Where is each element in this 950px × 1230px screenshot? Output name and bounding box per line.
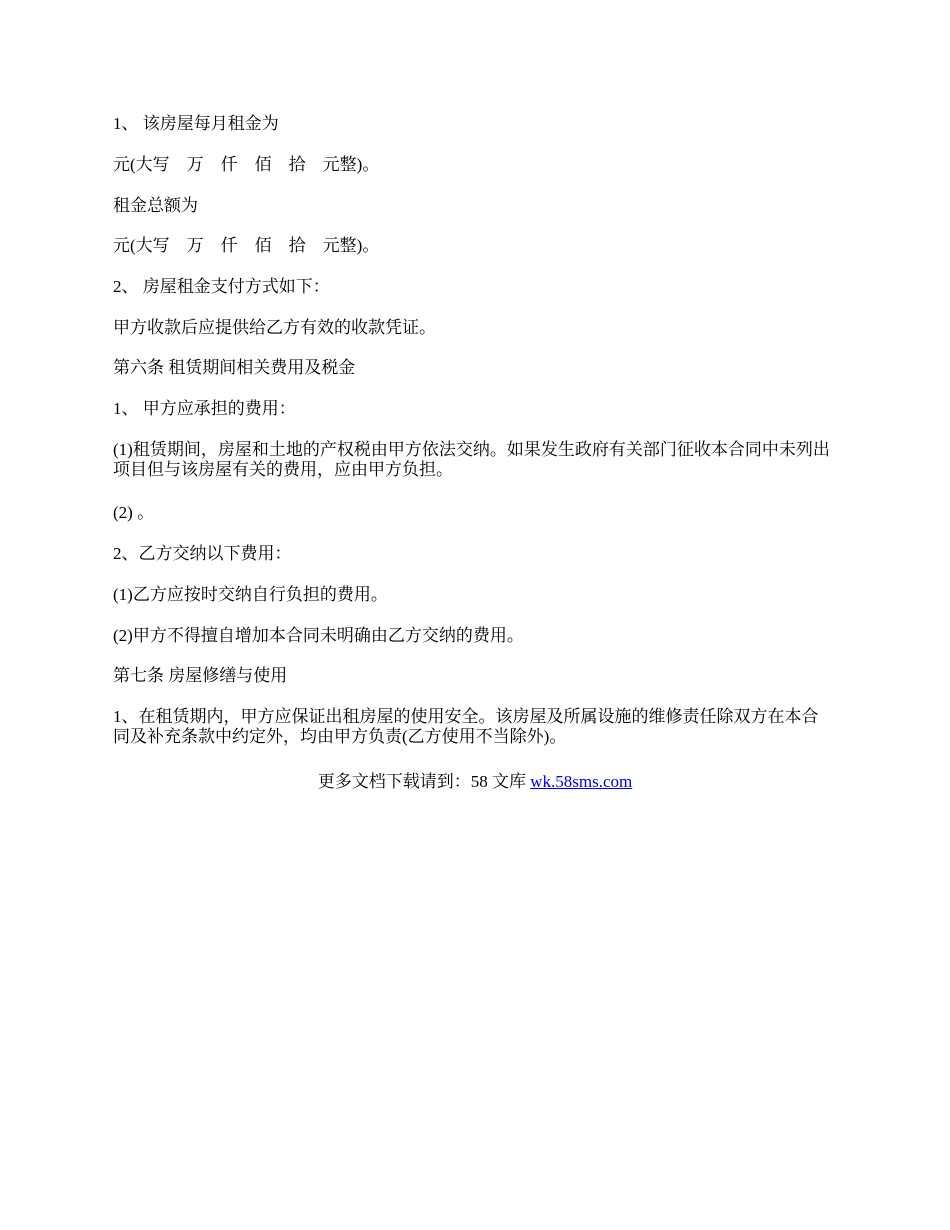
paragraph-repair-responsibility: 1、在租赁期内，甲方应保证出租房屋的使用安全。该房屋及所属设施的维修责任除双方在本合同及补充条款中约定外，均由甲方负责(乙方使用不当除外)。	[113, 707, 819, 746]
paragraph-payment-method: 2、 房屋租金支付方式如下：	[113, 277, 330, 296]
section-heading-article-7: 第七条 房屋修缮与使用	[113, 666, 288, 685]
footer-link[interactable]: wk.58sms.com	[530, 772, 633, 791]
footer-download-note	[0, 772, 950, 792]
paragraph-party-a-fees: 1、 甲方应承担的费用：	[113, 399, 296, 418]
paragraph-rent-total-uppercase: 元(大写 万 仟 佰 拾 元整)。	[113, 236, 380, 255]
paragraph-rent-total: 租金总额为	[113, 196, 198, 215]
section-heading-article-6: 第六条 租赁期间相关费用及税金	[113, 358, 356, 377]
paragraph-receipt: 甲方收款后应提供给乙方有效的收款凭证。	[113, 318, 436, 337]
footer-prefix-text: 更多文档下载请到：58 文库	[317, 772, 531, 791]
paragraph-rent-monthly-uppercase: 元(大写 万 仟 佰 拾 元整)。	[113, 155, 380, 174]
paragraph-property-tax: (1)租赁期间，房屋和土地的产权税由甲方依法交纳。如果发生政府有关部门征收本合同中未列出项目但与该房屋有关的费用，应由甲方负担。	[113, 440, 830, 479]
paragraph-party-b-fees: 2、乙方交纳以下费用：	[113, 544, 292, 563]
paragraph-party-b-pay-on-time: (1)乙方应按时交纳自行负担的费用。	[113, 585, 388, 604]
paragraph-item-2-blank: (2) 。	[113, 503, 155, 522]
paragraph-no-extra-fees: (2)甲方不得擅自增加本合同未明确由乙方交纳的费用。	[113, 626, 524, 645]
paragraph-rent-monthly: 1、 该房屋每月租金为	[113, 114, 279, 133]
